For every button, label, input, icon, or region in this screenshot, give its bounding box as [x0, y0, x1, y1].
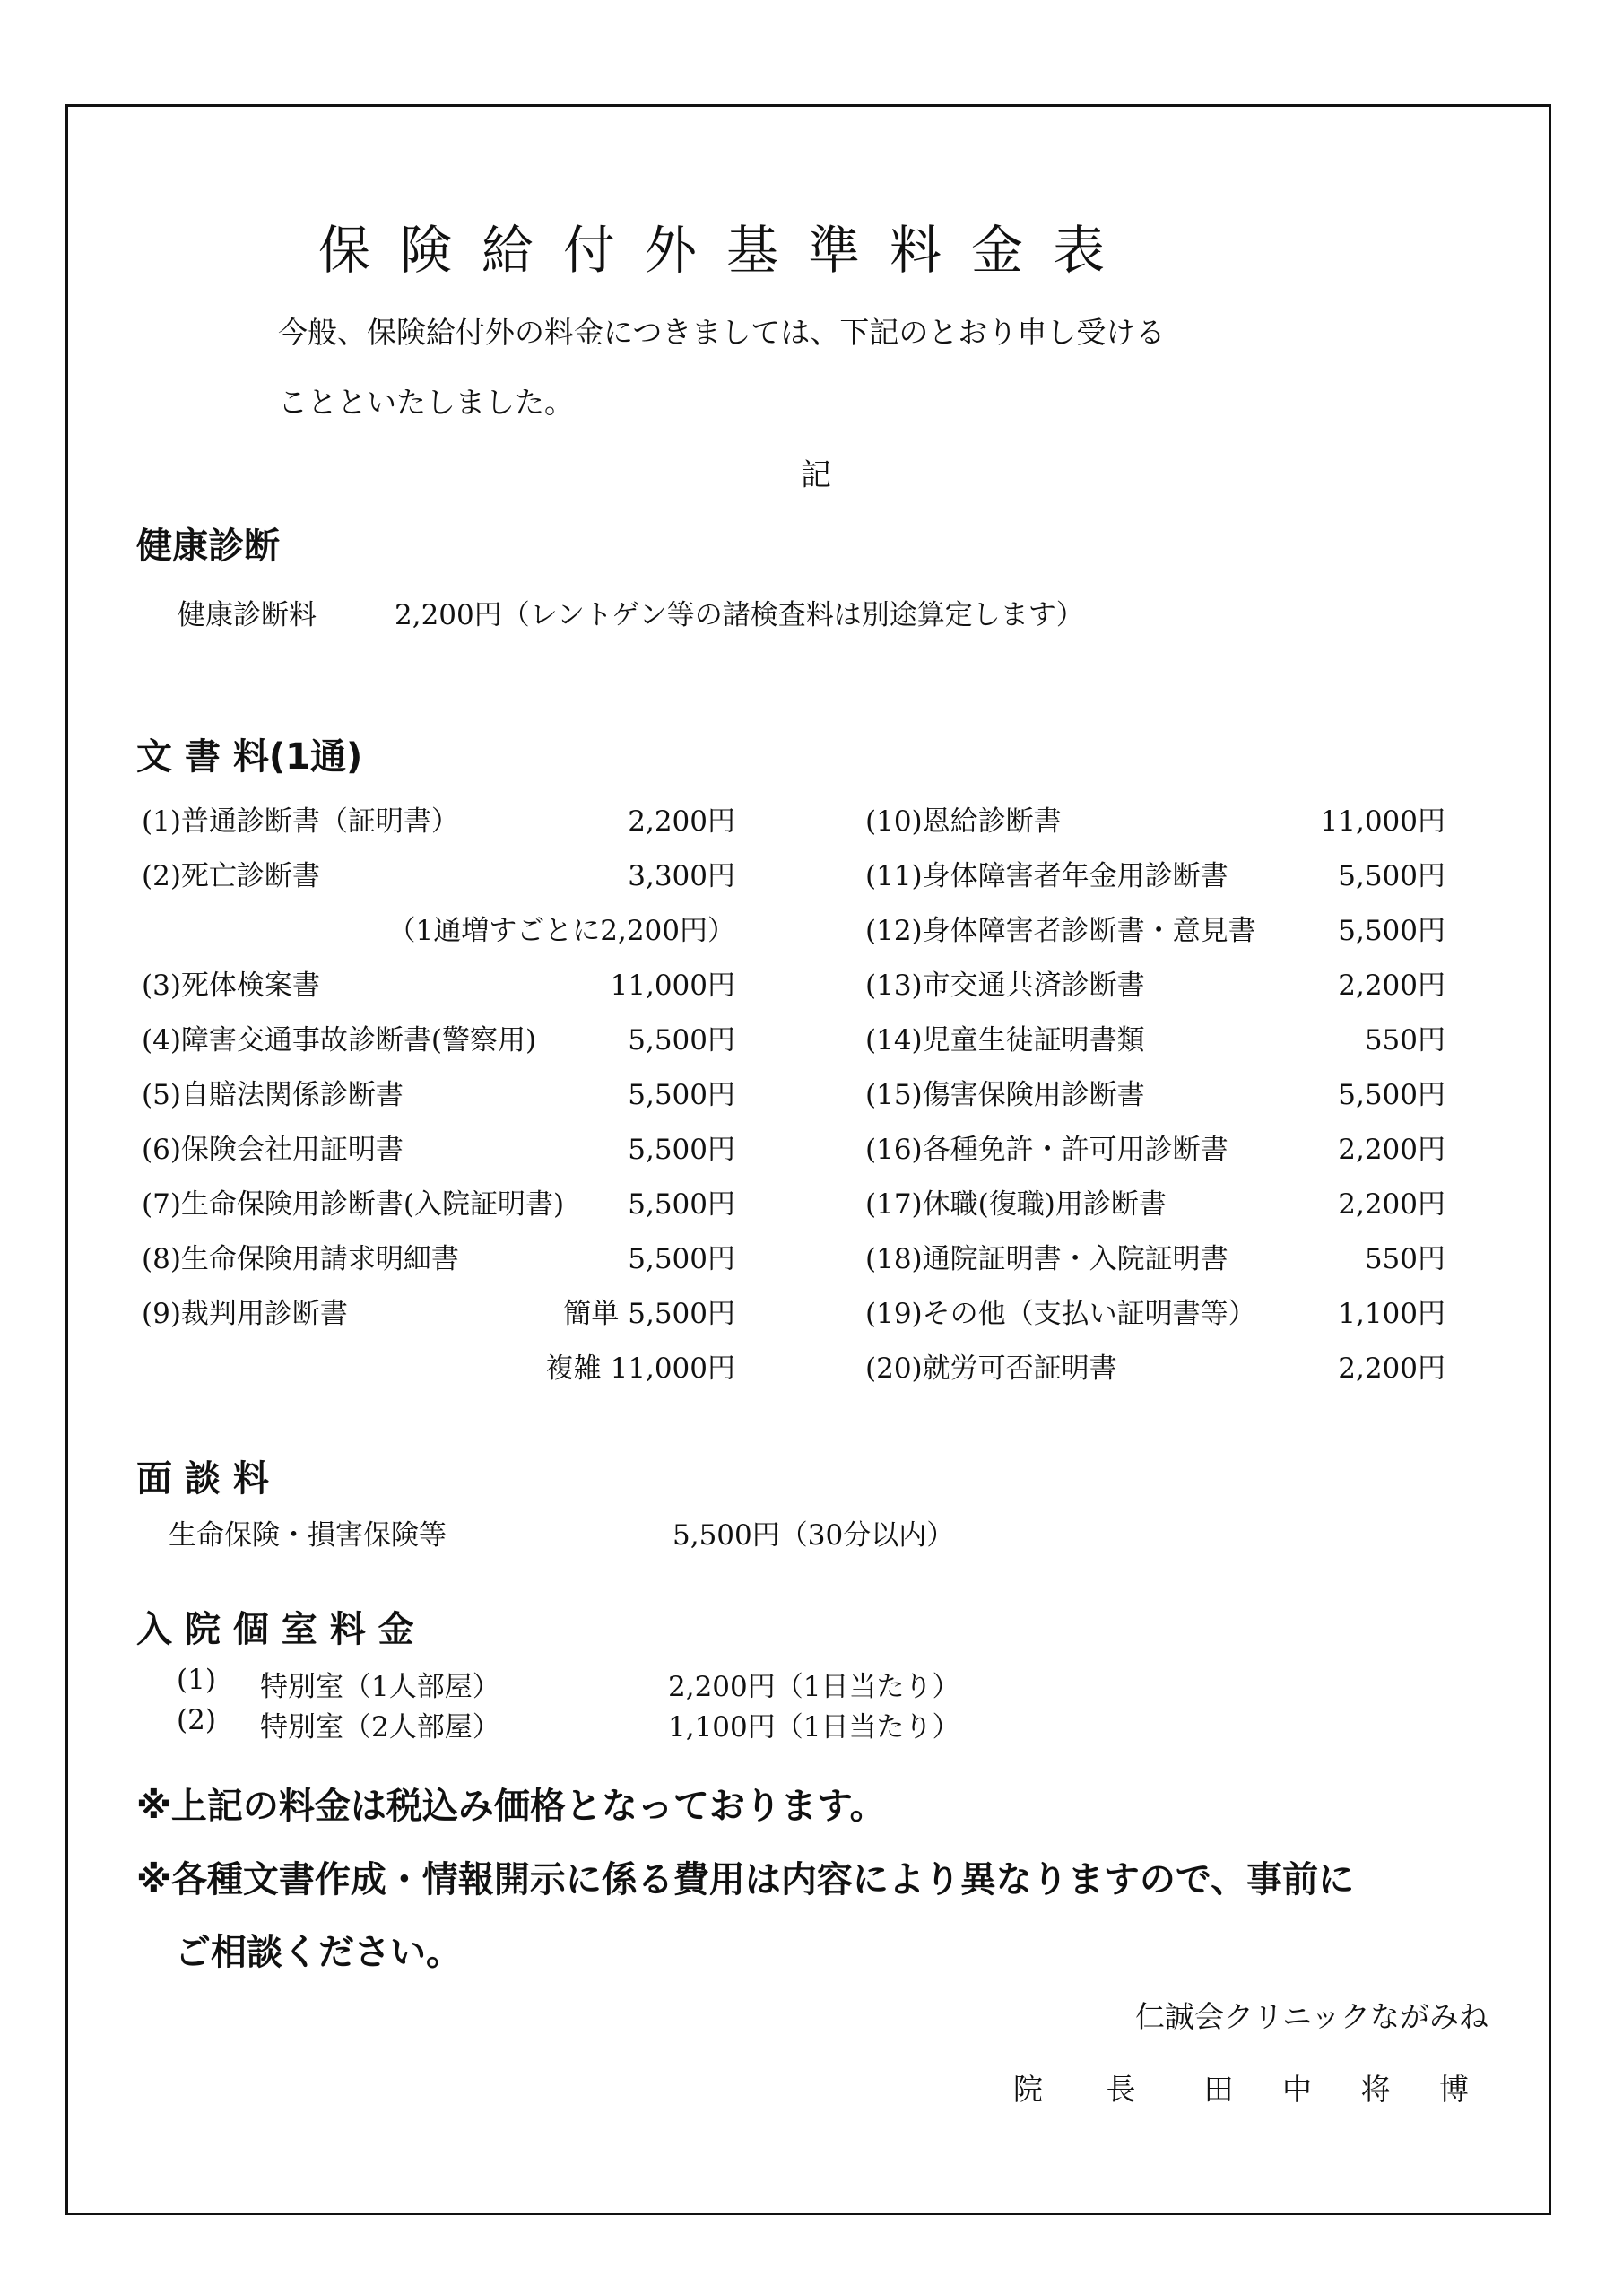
document-fee-price: 5,500円: [628, 1134, 735, 1166]
section-heading-documents: 文 書 料(1通): [136, 736, 363, 778]
room-item-price: 1,100円（1日当たり）: [668, 1711, 960, 1744]
document-fee-label: (3)死体検案書: [142, 970, 320, 1002]
room-item-no: (2): [177, 1704, 216, 1736]
room-item-label: 特別室（1人部屋）: [260, 1671, 500, 1703]
document-fee-label: (10)恩給診断書: [865, 805, 1062, 838]
document-fee-price: 複雑 11,000円: [545, 1352, 735, 1385]
document-fee-price: 2,200円: [1338, 1352, 1445, 1385]
document-fee-label: (7)生命保険用診断書(入院証明書): [142, 1188, 565, 1221]
document-fee-price: 1,100円: [1338, 1298, 1445, 1330]
document-fee-price: 550円: [1364, 1024, 1445, 1057]
document-fee-price: 5,500円: [628, 1024, 735, 1057]
note-tax: ※上記の料金は税込み価格となっております。: [136, 1786, 886, 1827]
document-fee-price: （1通増すごとに2,200円）: [387, 915, 735, 947]
note-fees-cont: ご相談ください。: [175, 1932, 462, 1973]
document-fee-label: (20)就労可否証明書: [865, 1352, 1117, 1385]
room-item-price: 2,200円（1日当たり）: [668, 1671, 960, 1703]
document-fee-label: (5)自賠法関係診断書: [142, 1079, 404, 1111]
document-fee-price: 2,200円: [1338, 1134, 1445, 1166]
document-fee-label: (11)身体障害者年金用診断書: [865, 860, 1228, 892]
intro-line-2: ことといたしました。: [278, 385, 574, 420]
health-check-label: 健康診断料: [178, 599, 317, 631]
document-fee-label: (8)生命保険用請求明細書: [142, 1243, 459, 1275]
document-fee-price: 5,500円: [1338, 915, 1445, 947]
document-fee-price: 5,500円: [1338, 860, 1445, 892]
document-fee-price: 3,300円: [628, 860, 735, 892]
interview-price: 5,500円（30分以内）: [673, 1519, 955, 1552]
document-fee-price: 11,000円: [1320, 805, 1445, 838]
document-fee-price: 2,200円: [1338, 1188, 1445, 1221]
clinic-name: 仁誠会クリニックながみね: [1134, 1999, 1488, 2034]
page-title: 保険給付外基準料金表: [318, 220, 1135, 281]
ki-label: 記: [801, 457, 831, 493]
room-item-no: (1): [177, 1664, 216, 1696]
document-fee-label: (9)裁判用診断書: [142, 1298, 348, 1330]
document-fee-label: (17)休職(復職)用診断書: [865, 1188, 1167, 1221]
document-fee-label: (2)死亡診断書: [142, 860, 320, 892]
document-fee-label: (15)傷害保険用診断書: [865, 1079, 1145, 1111]
document-fee-label: (16)各種免許・許可用診断書: [865, 1134, 1228, 1166]
document-fee-label: (4)障害交通事故診断書(警察用): [142, 1024, 537, 1057]
document-fee-label: (6)保険会社用証明書: [142, 1134, 404, 1166]
document-fee-price: 5,500円: [628, 1243, 735, 1275]
section-heading-interview: 面 談 料: [136, 1458, 269, 1500]
document-fee-price: 2,200円: [628, 805, 735, 838]
document-fee-label: (18)通院証明書・入院証明書: [865, 1243, 1228, 1275]
interview-label: 生命保険・損害保険等: [169, 1519, 447, 1552]
document-fee-price: 2,200円: [1338, 970, 1445, 1002]
document-fee-price: 5,500円: [1338, 1079, 1445, 1111]
document-fee-price: 簡単 5,500円: [563, 1298, 735, 1330]
section-heading-health: 健康診断: [136, 526, 280, 567]
document-fee-price: 5,500円: [628, 1188, 735, 1221]
health-check-price: 2,200円（レントゲン等の諸検査料は別途算定します）: [395, 599, 1084, 631]
intro-line-1: 今般、保険給付外の料金につきましては、下記のとおり申し受ける: [278, 315, 1166, 350]
document-fee-price: 550円: [1364, 1243, 1445, 1275]
document-fee-label: (19)その他（支払い証明書等）: [865, 1298, 1256, 1330]
section-heading-room: 入 院 個 室 料 金: [136, 1609, 414, 1650]
document-fee-label: (1)普通診断書（証明書）: [142, 805, 459, 838]
room-item-label: 特別室（2人部屋）: [260, 1711, 500, 1744]
document-fee-price: 5,500円: [628, 1079, 735, 1111]
document-fee-price: 11,000円: [610, 970, 735, 1002]
director-title: 院 長: [1013, 2072, 1163, 2107]
document-fee-label: (12)身体障害者診断書・意見書: [865, 915, 1256, 947]
document-fee-label: (14)児童生徒証明書類: [865, 1024, 1145, 1057]
director-name: 田 中 将 博: [1203, 2072, 1488, 2107]
note-fees: ※各種文書作成・情報開示に係る費用は内容により異なりますので、事前に: [136, 1859, 1355, 1900]
document-fee-label: (13)市交通共済診断書: [865, 970, 1145, 1002]
